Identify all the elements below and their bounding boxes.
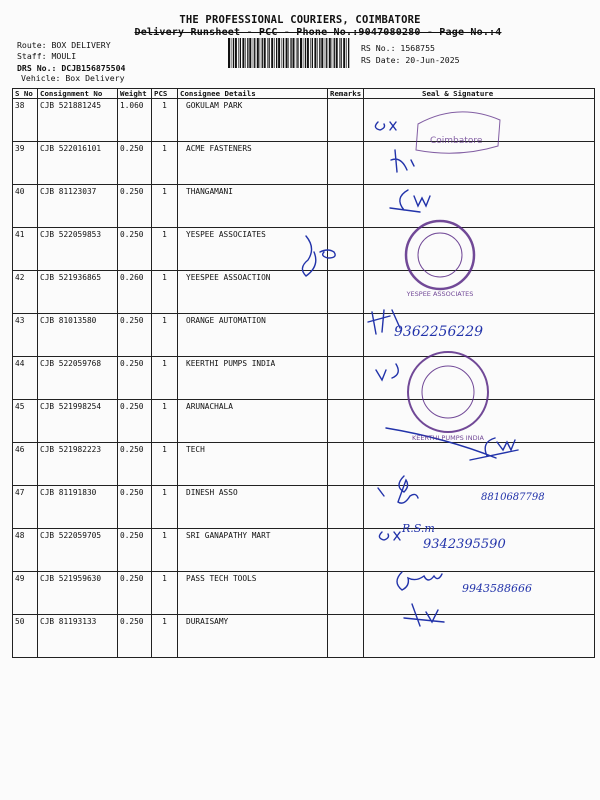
cell-pcs: 1 xyxy=(152,443,178,486)
barcode-bar xyxy=(307,38,309,68)
cell-weight: 0.250 xyxy=(118,357,152,400)
cell-sno: 39 xyxy=(13,142,38,185)
staff-label: Staff: MOULI xyxy=(17,51,77,61)
table-row xyxy=(13,228,595,271)
barcode-bar xyxy=(296,38,297,68)
cell-pcs: 1 xyxy=(152,142,178,185)
cell-remarks xyxy=(328,357,364,400)
barcode-bar xyxy=(254,38,255,68)
barcode-bar xyxy=(247,38,248,68)
cell-consignee: ARUNACHALA xyxy=(178,400,328,443)
barcode-bar xyxy=(310,38,311,68)
runsheet-subtitle: Delivery Runsheet - PCC - Phone No.:9047080280 - Page No.:4 xyxy=(134,27,502,38)
cell-weight: 0.250 xyxy=(118,486,152,529)
cell-signature xyxy=(364,529,595,572)
cell-consignment: CJB 522059705 xyxy=(38,529,118,572)
table-row xyxy=(13,271,595,314)
cell-sno: 49 xyxy=(13,572,38,615)
cell-remarks xyxy=(328,314,364,357)
cell-sno: 38 xyxy=(13,99,38,142)
cell-sno: 40 xyxy=(13,185,38,228)
cell-signature xyxy=(364,271,595,314)
handwritten-phone-49: 9943588666 xyxy=(462,582,532,595)
barcode-bar xyxy=(282,38,283,68)
table-row xyxy=(13,529,595,572)
barcode-bar xyxy=(274,38,275,68)
barcode-bar xyxy=(329,38,331,68)
cell-remarks xyxy=(328,228,364,271)
cell-sno: 45 xyxy=(13,400,38,443)
table-row xyxy=(13,142,595,185)
cell-sno: 46 xyxy=(13,443,38,486)
table-row xyxy=(13,572,595,615)
cell-sno: 42 xyxy=(13,271,38,314)
cell-weight: 0.250 xyxy=(118,572,152,615)
col-weight: Weight xyxy=(118,89,152,99)
barcode-bar xyxy=(319,38,320,68)
cell-weight: 0.250 xyxy=(118,228,152,271)
cell-pcs: 1 xyxy=(152,400,178,443)
barcode-bar xyxy=(336,38,338,68)
table-header-row xyxy=(13,89,595,99)
table-row xyxy=(13,314,595,357)
handwritten-phone-43: 9362256229 xyxy=(394,324,484,340)
cell-remarks xyxy=(328,400,364,443)
barcode-bar xyxy=(297,38,298,68)
cell-consignment: CJB 522059853 xyxy=(38,228,118,271)
table-row xyxy=(13,185,595,228)
route-label: Route: BOX DELIVERY xyxy=(17,40,111,50)
cell-pcs: 1 xyxy=(152,314,178,357)
cell-pcs: 1 xyxy=(152,228,178,271)
company-title: THE PROFESSIONAL COURIERS, COIMBATORE xyxy=(179,14,421,26)
cell-signature xyxy=(364,615,595,658)
cell-consignee: YEESPEE ASSOACTION xyxy=(178,271,328,314)
cell-signature xyxy=(364,99,595,142)
barcode-bar xyxy=(325,38,326,68)
barcode-bar xyxy=(305,38,306,68)
barcode-bar xyxy=(253,38,254,68)
barcode-bar xyxy=(238,38,239,68)
barcode-bar xyxy=(321,38,323,68)
cell-pcs: 1 xyxy=(152,99,178,142)
stamp-top-text: Coimbatore xyxy=(430,136,483,146)
cell-signature xyxy=(364,400,595,443)
barcode-bar xyxy=(233,38,234,68)
barcode-bar xyxy=(242,38,244,68)
stamp-keerthi-text: KEERTHI PUMPS INDIA xyxy=(412,434,484,442)
cell-consignment: CJB 521936865 xyxy=(38,271,118,314)
cell-consignee: SRI GANAPATHY MART xyxy=(178,529,328,572)
barcode-bar xyxy=(245,38,246,68)
barcode-bar xyxy=(312,38,313,68)
cell-consignment: CJB 81193133 xyxy=(38,615,118,658)
barcode-bar xyxy=(303,38,304,68)
cell-weight: 0.250 xyxy=(118,400,152,443)
barcode-bar xyxy=(264,38,266,68)
barcode-bar xyxy=(283,38,284,68)
table-row xyxy=(13,486,595,529)
col-remarks: Remarks xyxy=(328,89,364,99)
barcode-bar xyxy=(249,38,251,68)
table-row xyxy=(13,615,595,658)
cell-sno: 43 xyxy=(13,314,38,357)
handwritten-name-48: R.S.m xyxy=(402,522,435,535)
barcode-bar xyxy=(314,38,316,68)
barcode-bar xyxy=(343,38,345,68)
barcode-bar xyxy=(240,38,241,68)
table-row xyxy=(13,99,595,142)
cell-remarks xyxy=(328,615,364,658)
barcode-bar xyxy=(293,38,295,68)
cell-remarks xyxy=(328,142,364,185)
barcode-bar xyxy=(326,38,327,68)
cell-consignee: ORANGE AUTOMATION xyxy=(178,314,328,357)
cell-consignee: PASS TECH TOOLS xyxy=(178,572,328,615)
cell-remarks xyxy=(328,185,364,228)
cell-remarks xyxy=(328,572,364,615)
cell-consignment: CJB 521998254 xyxy=(38,400,118,443)
table-row xyxy=(13,443,595,486)
cell-consignment: CJB 81013580 xyxy=(38,314,118,357)
cell-signature xyxy=(364,314,595,357)
barcode-bar xyxy=(267,38,268,68)
barcode-image xyxy=(228,38,352,68)
cell-remarks xyxy=(328,486,364,529)
cell-consignment: CJB 81191830 xyxy=(38,486,118,529)
barcode-bar xyxy=(235,38,237,68)
cell-signature xyxy=(364,228,595,271)
barcode-bar xyxy=(231,38,232,68)
barcode-bar xyxy=(346,38,347,68)
cell-consignment: CJB 522059768 xyxy=(38,357,118,400)
barcode-bar xyxy=(341,38,342,68)
barcode-bar xyxy=(276,38,277,68)
barcode-bar xyxy=(290,38,291,68)
handwritten-phone-47: 8810687798 xyxy=(481,492,545,503)
cell-consignment: CJB 522016101 xyxy=(38,142,118,185)
cell-pcs: 1 xyxy=(152,572,178,615)
cell-sno: 41 xyxy=(13,228,38,271)
cell-consignee: DINESH ASSO xyxy=(178,486,328,529)
cell-remarks xyxy=(328,529,364,572)
cell-consignee: KEERTHI PUMPS INDIA xyxy=(178,357,328,400)
cell-signature xyxy=(364,357,595,400)
stamp-yespee-text: YESPEE ASSOCIATES xyxy=(406,290,474,298)
barcode-bar xyxy=(348,38,349,68)
rs-number: RS No.: 1568755 xyxy=(361,43,435,53)
barcode-bar xyxy=(262,38,263,68)
cell-consignee: ACME FASTENERS xyxy=(178,142,328,185)
cell-signature xyxy=(364,142,595,185)
runsheet-table xyxy=(12,88,595,658)
cell-sno: 44 xyxy=(13,357,38,400)
cell-weight: 0.250 xyxy=(118,615,152,658)
drs-number: DRS No.: DCJB156875504 xyxy=(17,63,126,73)
cell-weight: 0.250 xyxy=(118,314,152,357)
cell-weight: 0.250 xyxy=(118,142,152,185)
cell-pcs: 1 xyxy=(152,529,178,572)
col-sno: S No xyxy=(13,89,38,99)
cell-consignment: CJB 81123037 xyxy=(38,185,118,228)
cell-weight: 0.250 xyxy=(118,185,152,228)
cell-consignee: GOKULAM PARK xyxy=(178,99,328,142)
cell-sno: 50 xyxy=(13,615,38,658)
barcode-bar xyxy=(228,38,230,68)
cell-consignment: CJB 521959630 xyxy=(38,572,118,615)
barcode-bar xyxy=(317,38,318,68)
barcode-bar xyxy=(288,38,289,68)
vehicle-label: Vehicle: Box Delivery xyxy=(21,73,125,83)
cell-pcs: 1 xyxy=(152,271,178,314)
table-row xyxy=(13,400,595,443)
handwritten-phone-48: 9342395590 xyxy=(423,537,506,552)
cell-pcs: 1 xyxy=(152,357,178,400)
col-pcs: PCS xyxy=(152,89,178,99)
cell-weight: 1.060 xyxy=(118,99,152,142)
barcode-bar xyxy=(332,38,333,68)
cell-sno: 48 xyxy=(13,529,38,572)
cell-consignment: CJB 521982223 xyxy=(38,443,118,486)
cell-signature xyxy=(364,486,595,529)
cell-signature xyxy=(364,185,595,228)
cell-sno: 47 xyxy=(13,486,38,529)
cell-consignee: THANGAMANI xyxy=(178,185,328,228)
barcode-bar xyxy=(278,38,280,68)
rs-date: RS Date: 20-Jun-2025 xyxy=(361,55,460,65)
barcode-bar xyxy=(271,38,273,68)
col-consignment: Consignment No xyxy=(38,89,118,99)
col-consignee: Consignee Details xyxy=(178,89,328,99)
cell-pcs: 1 xyxy=(152,486,178,529)
cell-remarks xyxy=(328,271,364,314)
cell-consignee: TECH xyxy=(178,443,328,486)
cell-signature xyxy=(364,572,595,615)
cell-remarks xyxy=(328,443,364,486)
table-row xyxy=(13,357,595,400)
barcode-bar xyxy=(269,38,270,68)
barcode-bar xyxy=(334,38,335,68)
col-seal-signature: Seal & Signature xyxy=(364,89,595,99)
barcode-bar xyxy=(300,38,302,68)
cell-consignee: DURAISAMY xyxy=(178,615,328,658)
cell-consignee: YESPEE ASSOCIATES xyxy=(178,228,328,271)
barcode-bar xyxy=(257,38,259,68)
cell-weight: 0.250 xyxy=(118,443,152,486)
barcode-bar xyxy=(260,38,261,68)
cell-pcs: 1 xyxy=(152,185,178,228)
barcode-bar xyxy=(339,38,340,68)
cell-consignment: CJB 521881245 xyxy=(38,99,118,142)
cell-weight: 0.250 xyxy=(118,529,152,572)
cell-weight: 0.260 xyxy=(118,271,152,314)
barcode-bar xyxy=(286,38,288,68)
cell-remarks xyxy=(328,99,364,142)
cell-signature xyxy=(364,443,595,486)
cell-pcs: 1 xyxy=(152,615,178,658)
